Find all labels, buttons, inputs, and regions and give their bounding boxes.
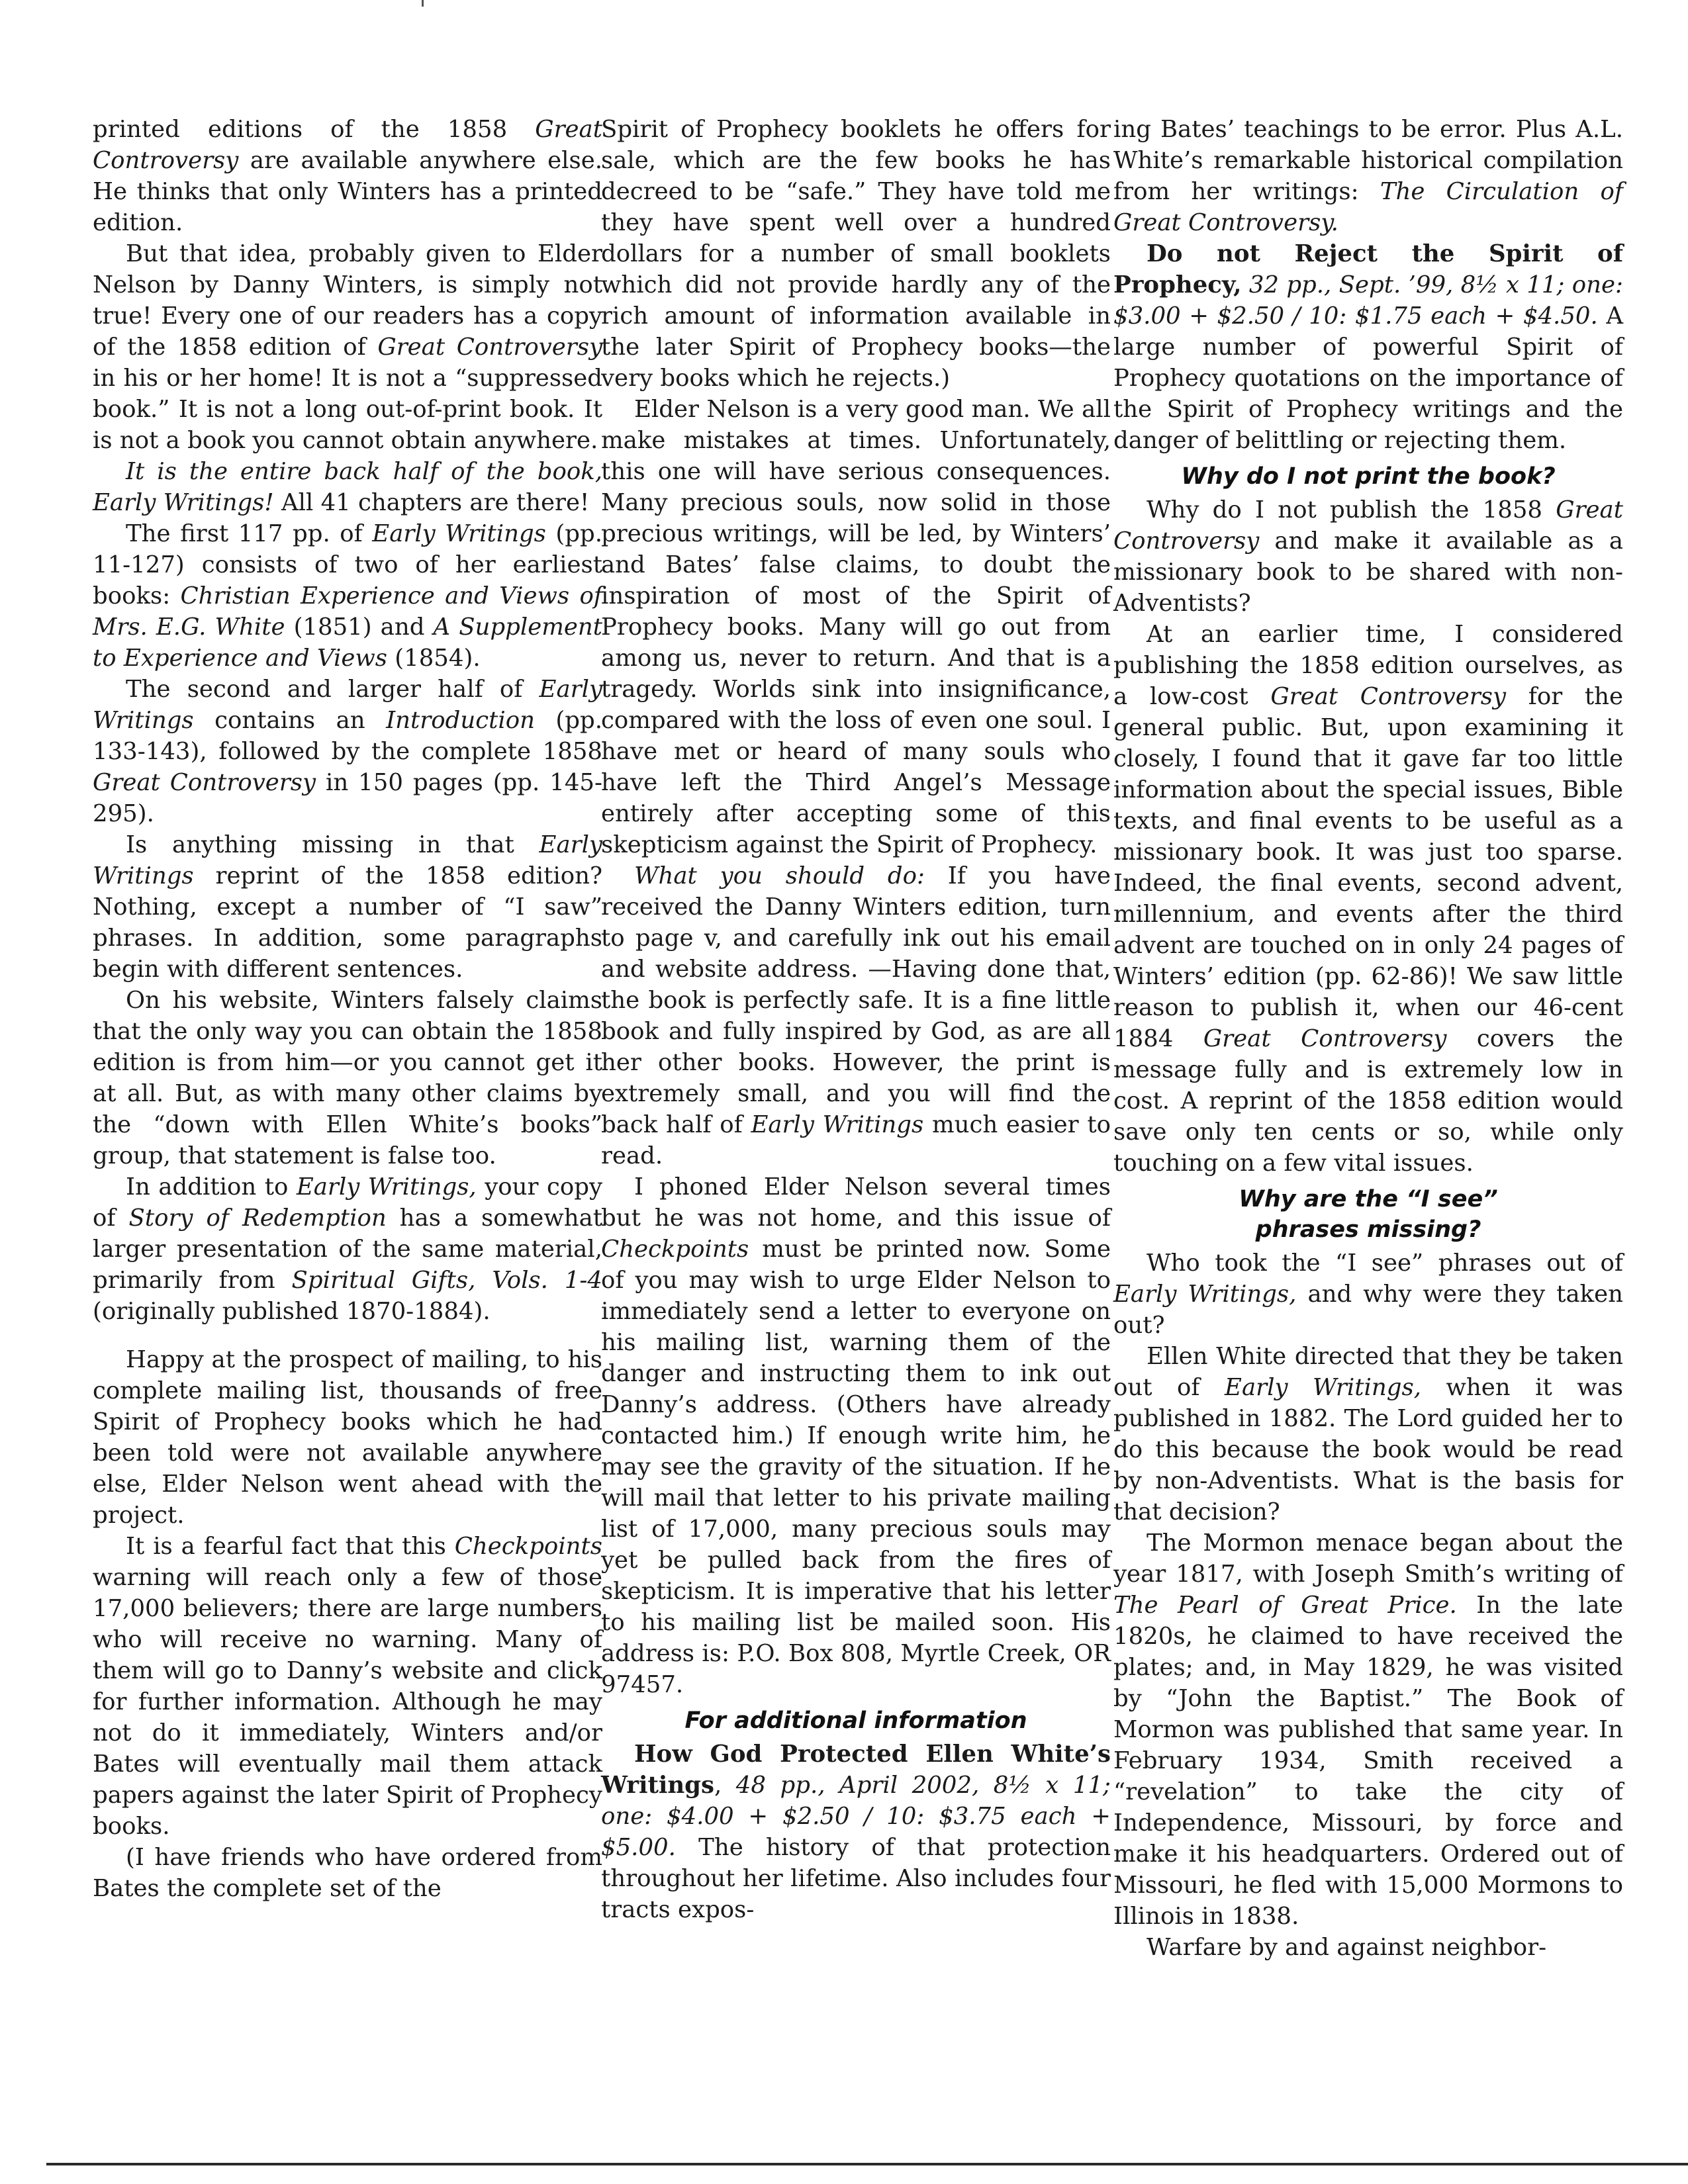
paragraph: Who took the “I see” phrases out of Early Writings, and why were they taken out? — [1113, 1250, 1623, 1339]
paragraph: The first 117 pp. of Early Writings (pp. 11-127) consists of two of her earliest books: Christian Experience and Views of Mrs. E.G. White (1851) and A Supplement to Experience and Views (1854). — [93, 520, 603, 672]
paragraph: The Mormon menace began about the year 1817, with Joseph Smith’s writing of The Pearl of Great Price. In the late 1820s, he claimed to have received the plates; and, in May 1829, he was visited by “John the Baptist.” The Book of Mormon was published that same year. In February 1934, Smith received a “revelation” to take the city of Independence, Missouri, by force and make it his headquarters. Ordered out of Missouri, he fled with 15,000 Mormons to Illinois in 1838. — [1113, 1529, 1623, 1930]
paragraph: printed editions of the 1858 Great Controversy are available anywhere else. He thinks that only Winters has a printed edition. — [93, 116, 602, 236]
section-heading-line: Why do I not print the book? — [1181, 463, 1556, 490]
paragraph: It is the entire back half of the book, Early Writings! All 41 chapters are there! — [93, 458, 602, 516]
paragraph: The second and larger half of Early Writings contains an Introduction (pp. 133-143), followed by the complete 1858 Great Controversy in 150 pages (pp. 145-295). — [93, 676, 602, 827]
paragraph: What you should do: If you have received the Danny Winters edition, turn to page v, and carefully ink out his email and website address. —Having done that, the book is perfectly safe. It is a fine little book and fully inspired by God, as are all her other books. However, the print is extremely small, and you will find the back half of Early Writings much easier to read. — [601, 862, 1111, 1169]
paragraph: Warfare by and against neighbor- — [1147, 1934, 1547, 1961]
paragraph: Elder Nelson is a very good man. We all make mistakes at times. Unfortunately, this one will have serious consequences. Many precious souls, now solid in those precious writings, will be led, by Winters’ and Bates’ false claims, to doubt the inspiration of most of the Spirit of Prophecy books. Many will go out from among us, never to return. And that is a tragedy. Worlds sink into insignificance, compared with the loss of even one soul. I have met or heard of many souls who have left the Third Angel’s Message entirely after accepting some of this skepticism against the Spirit of Prophecy. — [601, 396, 1111, 858]
column-middle — [601, 114, 1111, 1925]
section-heading-line: phrases missing? — [1255, 1216, 1481, 1243]
section-heading-line: Why are the “I see” — [1239, 1186, 1498, 1212]
paragraph: On his website, Winters falsely claims that the only way you can obtain the 1858 edition is from him—or you cannot get it at all. But, as with many other claims by the “down with Ellen White’s books” group, that statement is false too. — [93, 987, 602, 1169]
column-left — [93, 114, 602, 1904]
paragraph: Happy at the prospect of mailing, to his complete mailing list, thousands of free Spirit of Prophecy books which he had been told were not available anywhere else, Elder Nelson went ahead with the project. — [93, 1346, 602, 1529]
paragraph: Is anything missing in that Early Writings reprint of the 1858 edition? Nothing, except a number of “I saw” phrases. In addition, some paragraphs begin with different sentences. — [93, 831, 602, 983]
paragraph: In addition to Early Writings, your copy of Story of Redemption has a somewhat larger presentation of the same material, primarily from Spiritual Gifts, Vols. 1-4 (originally published 1870-1884). — [93, 1173, 603, 1325]
paragraph: Spirit of Prophecy booklets he offers for sale, which are the few books he has decreed to be “safe.” They have told me they have spent well over a hundred dollars for a number of small booklets which did not provide hardly any of the rich amount of information available in the later Spirit of Prophecy books—the very books which he rejects.) — [601, 116, 1111, 392]
section-heading — [1113, 461, 1623, 492]
scan-mark — [422, 0, 424, 7]
paragraph: ing Bates’ teachings to be error. Plus A.L. White’s remarkable historical compilation from her writings: The Circulation of Great Controversy. — [1113, 116, 1623, 236]
section-heading — [601, 1706, 1111, 1736]
paragraph: How God Protected Ellen White’s Writings, 48 pp., April 2002, 8½ x 11; one: $4.00 + $2.50 / 10: $3.75 each + $5.00. The history of that protection throughout her lifetime. Also includes four tracts expos- — [601, 1741, 1111, 1923]
paragraph: But that idea, probably given to Elder Nelson by Danny Winters, is simply not true! Every one of our readers has a copy of the 1858 edition of Great Controversy in his or her home! It is not a “suppressed book.” It is not a long out-of-print book. It is not a book you cannot obtain anywhere. — [93, 240, 603, 454]
bottom-rule — [46, 2163, 1688, 2165]
paragraph: It is a fearful fact that this Checkpoints warning will reach only a few of those 17,000 believers; there are large numbers who will receive no warning. Many of them will go to Danny’s website and click for further information. Although he may not do it immediately, Winters and/or Bates will eventually mail them attack papers against the later Spirit of Prophecy books. — [93, 1533, 602, 1840]
section-heading — [1113, 1184, 1623, 1245]
paragraph: I phoned Elder Nelson several times but he was not home, and this issue of Checkpoints must be printed now. Some of you may wish to urge Elder Nelson to immediately send a letter to everyone on his mailing list, warning them of the danger and instructing them to ink out Danny’s address. (Others have already contacted him.) If enough write him, he may see the gravity of the situation. If he will mail that letter to his private mailing list of 17,000, many precious souls may yet be pulled back from the fires of skepticism. It is imperative that his letter to his mailing list be mailed soon. His address is: P.O. Box 808, Myrtle Creek, OR 97457. — [601, 1173, 1111, 1698]
paragraph: Do not Reject the Spirit of Prophecy, 32 pp., Sept. ’99, 8½ x 11; one: $3.00 + $2.50 / 10: $1.75 each + $4.50. A large number of powerful Spirit of Prophecy quotations on the importance of the Spirit of Prophecy writings and the danger of belittling or rejecting them. — [1113, 240, 1623, 454]
paragraph: Why do I not publish the 1858 Great Controversy and make it available as a missionary book to be shared with non-Adventists? — [1113, 496, 1623, 617]
column-right — [1113, 114, 1623, 1963]
paragraph: Ellen White directed that they be taken out of Early Writings, when it was published in 1882. The Lord guided her to do this because the book would be read by non-Adventists. What is the basis for that decision? — [1113, 1343, 1623, 1525]
section-heading-line: For additional information — [684, 1707, 1027, 1734]
paragraph: (I have friends who have ordered from Bates the complete set of the — [93, 1844, 602, 1902]
paragraph: At an earlier time, I considered publishing the 1858 edition ourselves, as a low-cost Great Controversy for the general public. But, upon examining it closely, I found that it gave far too little information about the special issues, Bible texts, and final events to be useful as a missionary book. It was just too sparse. Indeed, the final events, second advent, millennium, and events after the third advent are touched on in only 24 pages of Winters’ edition (pp. 62-86)! We saw little reason to publish it, when our 46-cent 1884 Great Controversy covers the message fully and is extremely low in cost. A reprint of the 1858 edition would save only ten cents or so, while only touching on a few vital issues. — [1113, 621, 1623, 1177]
